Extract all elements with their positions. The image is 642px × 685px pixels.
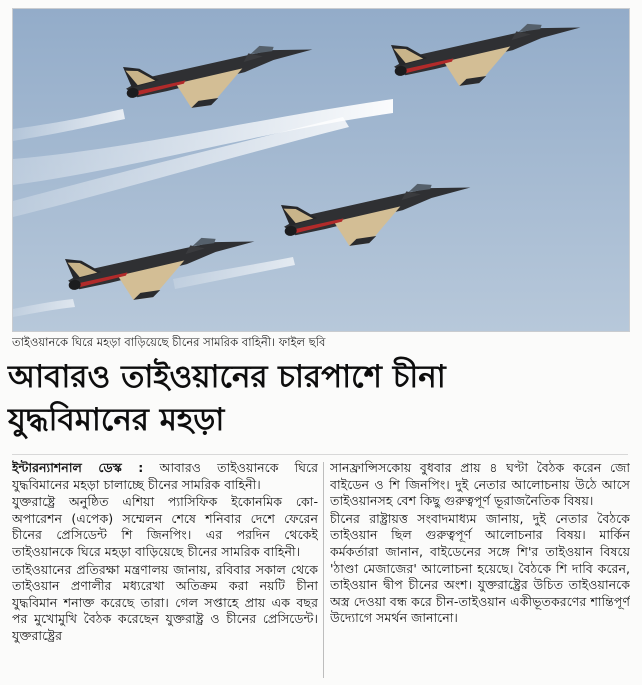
article-paragraph: তাইওয়ানের প্রতিরক্ষা মন্ত্রণালয় জানায়, রবিবার সকাল থেকে তাইওয়ান প্রণালীর মধ্যরেখা অতিক্রম করা নয়টি চীনা যুদ্ধবিমান শনাক্ত করেছে তারা। গেল সপ্তাহে প্রায় এক বছর পর মুখোমুখি বৈঠক করেছেন যুক্তরাষ্ট্র ও চীনের প্রেসিডেন্ট। যুক্তরাষ্ট্রের bbox=[12, 561, 318, 643]
headline bbox=[8, 356, 634, 442]
article-paragraph: যুক্তরাষ্ট্রে অনুষ্ঠিত এশিয়া প্যাসিফিক ইকোনমিক কো-অপারেশন (এপেক) সম্মেলন শেষে শনিবার দেশে ফেরেন চীনের প্রেসিডেন্ট শি জিনপিং। এর পরদিন থেকেই তাইওয়ানকে ঘিরে মহড়া বাড়িয়েছে চীনের সামরিক বাহিনী। bbox=[12, 494, 318, 559]
paragraph-lead: আবারও তাইওয়ানকে ঘিরে যুদ্ধবিমানের মহড়া চালাচ্ছে চীনের সামরিক বাহিনী। bbox=[12, 460, 318, 492]
article-paragraph: চীনের রাষ্ট্রায়ত্ত সংবাদমাধ্যম জানায়, দুই নেতার বৈঠকে তাইওয়ান ছিল গুরুত্বপূর্ণ আলোচনার বিষয়। মার্কিন কর্মকর্তারা জানান, বাইডেনের সঙ্গে শি'র তাইওয়ান বিষয়ে 'ঠাণ্ডা মেজাজের' আলোচনা হয়েছে। বৈঠকে শি দাবি করেন, তাইওয়ান দ্বীপ চীনের অংশ। যুক্তরাষ্ট্রের উচিত তাইওয়ানকে অস্ত্র দেওয়া বন্ধ করে চীন-তাইওয়ান একীভূতকরণের শান্তিপূর্ণ উদ্যোগে সমর্থন জানানো। bbox=[330, 510, 630, 626]
article-paragraph bbox=[12, 460, 318, 493]
fighter-jets-photo bbox=[12, 8, 630, 332]
column-divider bbox=[323, 462, 324, 678]
dateline: ইন্টারন্যাশনাল ডেস্ক : bbox=[12, 460, 144, 475]
headline-line-2: যুদ্ধবিমানের মহড়া bbox=[8, 402, 225, 438]
jets-illustration bbox=[13, 9, 629, 331]
article-column-left bbox=[12, 460, 318, 680]
photo-caption: তাইওয়ানকে ঘিরে মহড়া বাড়িয়েছে চীনের সামরিক বাহিনী। ফাইল ছবি bbox=[12, 335, 326, 349]
article-column-right bbox=[330, 460, 630, 680]
article-paragraph: সানফ্রান্সিসকোয় বুধবার প্রায় ৪ ঘণ্টা বৈঠক করেন জো বাইডেন ও শি জিনপিং। দুই নেতার আলোচনায় উঠে আসে তাইওয়ানসহ বেশ কিছু গুরুত্বপূর্ণ ভূরাজনৈতিক বিষয়। bbox=[330, 460, 630, 509]
headline-rule bbox=[12, 454, 628, 455]
headline-line-1: আবারও তাইওয়ানের চারপাশে চীনা bbox=[8, 359, 446, 395]
